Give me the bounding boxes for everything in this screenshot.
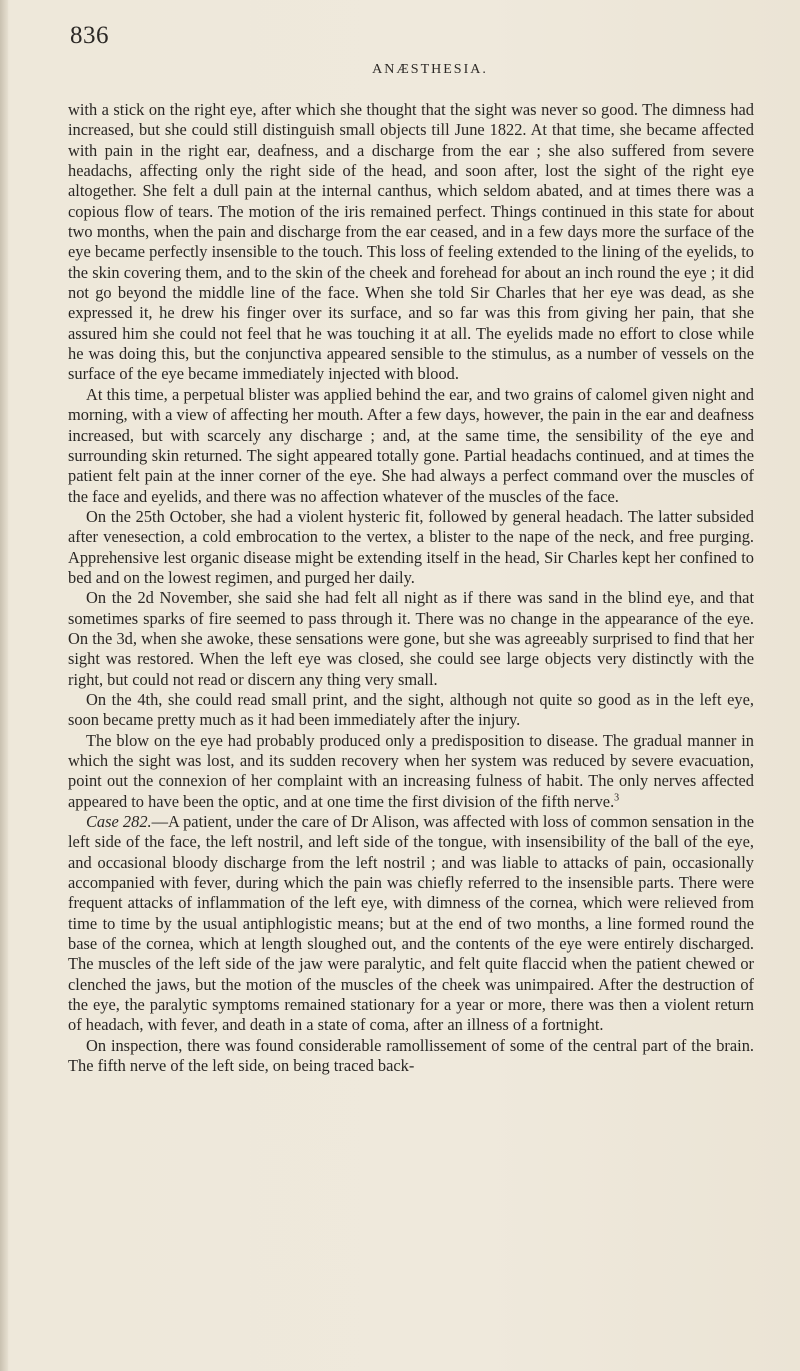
page-gutter-shadow	[0, 0, 8, 1371]
case-text: —A patient, under the care of Dr Alison, was affected with loss of common sensation in the left side of the face, the left nostril, and left side of the tongue, with insensibility of the ball of the eye, and occasional bloody discharge from the left nostril ; and was liable to attacks of pain, occasionally accompanied with fever, during which the pain was chiefly referred to the insensible parts. There were frequent attacks of inflammation of the left eye, with dimness of the cornea, which were relieved from time to time by the usual antiphlogistic means; but at the end of two months, a line formed round the base of the cornea, which at length sloughed out, and the contents of the eye were entirely discharged. The muscles of the left side of the jaw were paralytic, and felt quite flaccid when the patient chewed or clenched the jaws, but the motion of the muscles of the cheek was unimpaired. After the destruction of the eye, the paralytic symptoms remained stationary for a year or more, there was then a violent return of headach, with fever, and death in a state of coma, after an illness of a fortnight.	[68, 812, 754, 1035]
case-paragraph	[68, 812, 754, 1036]
paragraph-6	[68, 731, 754, 812]
page-number: 836	[70, 22, 109, 49]
paragraph-last: On inspection, there was found considerable ramollissement of some of the central part of the brain. The fifth nerve of the left side, on being traced back-	[68, 1035, 754, 1076]
paragraph-6-text: The blow on the eye had probably produced only a predisposition to disease. The gradual manner in which the sight was lost, and its sudden recovery when her system was reduced by severe evacuation, point out the connexion of her complaint with an increasing fulness of habit. The only nerves affected appeared to have been the optic, and at one time the first division of the fifth nerve.	[68, 730, 754, 811]
footnote-reference: 3	[614, 792, 620, 804]
case-label: Case 282.	[86, 812, 152, 832]
paragraph-5: On the 4th, she could read small print, and the sight, although not quite so good as in the left eye, soon became pretty much as it had been immediately after the injury.	[68, 689, 754, 730]
body-text	[68, 100, 754, 1077]
running-head: ANÆSTHESIA.	[372, 62, 488, 77]
paragraph-1: with a stick on the right eye, after which she thought that the sight was never so good. The dimness had increased, but she could still distinguish small objects till June 1822. At that time, she became affected with pain in the right ear, deafness, and a discharge from the ear ; she also suffered from severe headachs, affecting only the right side of the head, and soon after, lost the sight of the right eye altogether. She felt a dull pain at the internal canthus, which seldom abated, and at times there was a copious flow of tears. The motion of the iris remained perfect. Things continued in this state for about two months, when the pain and discharge from the ear ceased, and in a few days more the surface of the eye became perfectly insensible to the touch. This loss of feeling extended to the lining of the eyelids, to the skin covering them, and to the skin of the cheek and forehead for about an inch round the eye ; it did not go beyond the middle line of the face. When she told Sir Charles that her eye was dead, as she expressed it, he drew his finger over its surface, and so far was this from giving her pain, that she assured him she could not feel that he was touching it at all. The eyelids made no effort to close while he was doing this, but the conjunctiva appeared sensible to the stimulus, as a number of vessels on the surface of the eye became immediately injected with blood.	[68, 100, 754, 384]
paragraph-4: On the 2d November, she said she had felt all night as if there was sand in the blind eye, and that sometimes sparks of fire seemed to pass through it. There was no change in the appearance of the eye. On the 3d, when she awoke, these sensations were gone, but she was agreeably surprised to find that her sight was restored. When the left eye was closed, she could see large objects very distinctly with the right, but could not read or discern any thing very small.	[68, 588, 754, 689]
paragraph-2: At this time, a perpetual blister was applied behind the ear, and two grains of calomel given night and morning, with a view of affecting her mouth. After a few days, however, the pain in the ear and deafness increased, but with scarcely any discharge ; and, at the same time, the sensibility of the eye and surrounding skin returned. The sight appeared totally gone. Partial headachs continued, and at times the patient felt pain at the inner corner of the eye. She had always a perfect command over the muscles of the face and eyelids, and there was no affection whatever of the muscles of the face.	[68, 384, 754, 506]
paragraph-3: On the 25th October, she had a violent hysteric fit, followed by general headach. The latter subsided after venesection, a cold embrocation to the vertex, a blister to the nape of the neck, and free purging. Apprehensive lest organic disease might be extending itself in the head, Sir Charles kept her confined to bed and on the lowest regimen, and purged her daily.	[68, 506, 754, 587]
